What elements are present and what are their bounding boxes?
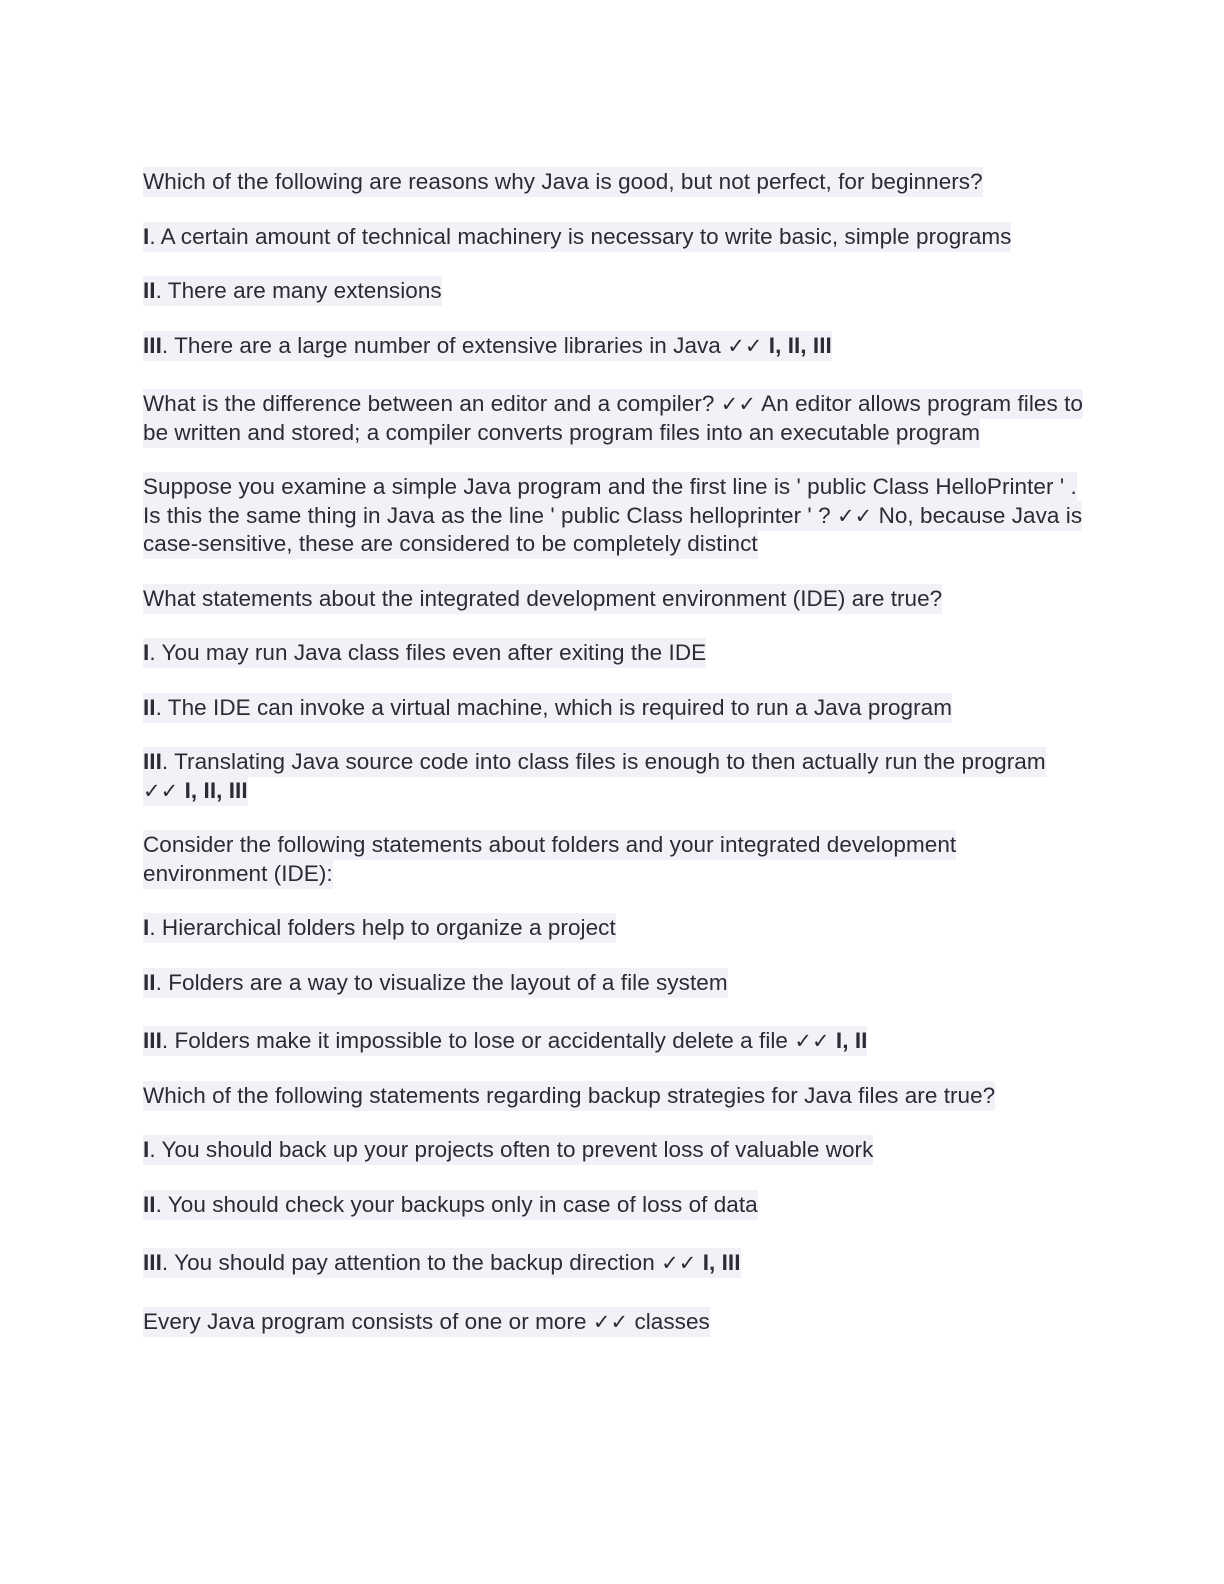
option-iii — [143, 1249, 1083, 1278]
question-ide-true — [143, 585, 1083, 614]
answer-text: I, II, III — [768, 332, 832, 358]
question-case-sensitive — [143, 473, 1083, 559]
answer-text: I, III — [702, 1250, 741, 1275]
option-numeral: III — [143, 1028, 162, 1053]
option-text: . There are many extensions — [155, 278, 442, 303]
option-iii — [143, 1027, 1083, 1056]
double-check-icon: ✓✓ — [661, 1251, 697, 1275]
option-text: . Hierarchical folders help to organize a project — [149, 915, 616, 940]
option-text: . You may run Java class files even after exiting the IDE — [149, 640, 707, 665]
question-text: What is the difference between an editor and a compiler? — [143, 391, 721, 416]
option-iii — [143, 748, 1083, 805]
option-text: . You should back up your projects often to prevent loss of valuable work — [149, 1137, 874, 1162]
option-ii — [143, 694, 1083, 723]
option-text: . You should check your backups only in case of loss of data — [155, 1191, 758, 1217]
option-numeral: II — [143, 694, 156, 720]
question-text: What statements about the integrated development environment (IDE) are true? — [143, 584, 942, 614]
option-numeral: III — [143, 332, 162, 358]
question-folders — [143, 831, 1083, 888]
question-backup — [143, 1082, 1083, 1111]
option-ii — [143, 1191, 1083, 1220]
option-text: . Folders make it impossible to lose or accidentally delete a file — [161, 1028, 795, 1053]
option-text: . There are a large number of extensive libraries in Java — [161, 332, 728, 358]
option-ii — [143, 969, 1083, 998]
answer-text: An editor allows program files to be written and stored; a compiler converts program files into an executable program — [143, 391, 1083, 445]
option-numeral: I — [143, 1137, 150, 1162]
question-text: Which of the following are reasons why Java is good, but not perfect, for beginners? — [143, 167, 983, 197]
question-java-beginners — [143, 168, 1083, 197]
option-numeral: I — [143, 223, 150, 249]
document-page — [143, 168, 1083, 1362]
double-check-icon: ✓✓ — [836, 503, 873, 528]
option-numeral: II — [143, 1191, 156, 1217]
option-iii — [143, 332, 1083, 361]
question-text: Consider the following statements about folders and your integrated development environment (IDE): — [143, 830, 956, 889]
question-text: Suppose you examine a simple Java program and the first line is ' public Class HelloPrinter ' . Is this the same thing in Java as the line ' public Class helloprinter ' ? — [143, 474, 1077, 528]
option-numeral: III — [143, 749, 162, 774]
option-i — [143, 914, 1083, 943]
question-java-program — [143, 1308, 1083, 1337]
answer-text: I, II — [835, 1028, 868, 1053]
option-i — [143, 223, 1083, 252]
question-text: Which of the following statements regarding backup strategies for Java files are true? — [143, 1081, 995, 1111]
option-text: . A certain amount of technical machinery is necessary to write basic, simple programs — [149, 223, 1012, 249]
question-editor-compiler — [143, 390, 1083, 447]
option-text: . Translating Java source code into class files is enough to then actually run the program — [161, 749, 1046, 774]
option-numeral: II — [143, 969, 156, 995]
option-text: . The IDE can invoke a virtual machine, which is required to run a Java program — [155, 694, 953, 720]
question-text: Every Java program consists of one or more — [143, 1308, 593, 1334]
double-check-icon: ✓✓ — [592, 1309, 629, 1334]
option-i — [143, 1136, 1083, 1165]
answer-text: I, II, III — [184, 777, 248, 803]
option-numeral: I — [143, 915, 150, 940]
answer-text: No, because Java is case-sensitive, these are considered to be completely distinct — [143, 502, 1083, 556]
option-numeral: II — [143, 278, 156, 303]
option-i — [143, 639, 1083, 668]
option-text: . You should pay attention to the backup direction — [161, 1250, 662, 1275]
option-text: . Folders are a way to visualize the layout of a file system — [155, 969, 728, 995]
option-numeral: I — [143, 640, 150, 665]
option-ii — [143, 277, 1083, 306]
double-check-icon: ✓✓ — [720, 392, 757, 416]
double-check-icon: ✓✓ — [143, 778, 179, 803]
option-numeral: III — [143, 1250, 162, 1275]
double-check-icon: ✓✓ — [727, 333, 763, 358]
double-check-icon: ✓✓ — [794, 1029, 830, 1053]
answer-text: classes — [634, 1308, 710, 1334]
